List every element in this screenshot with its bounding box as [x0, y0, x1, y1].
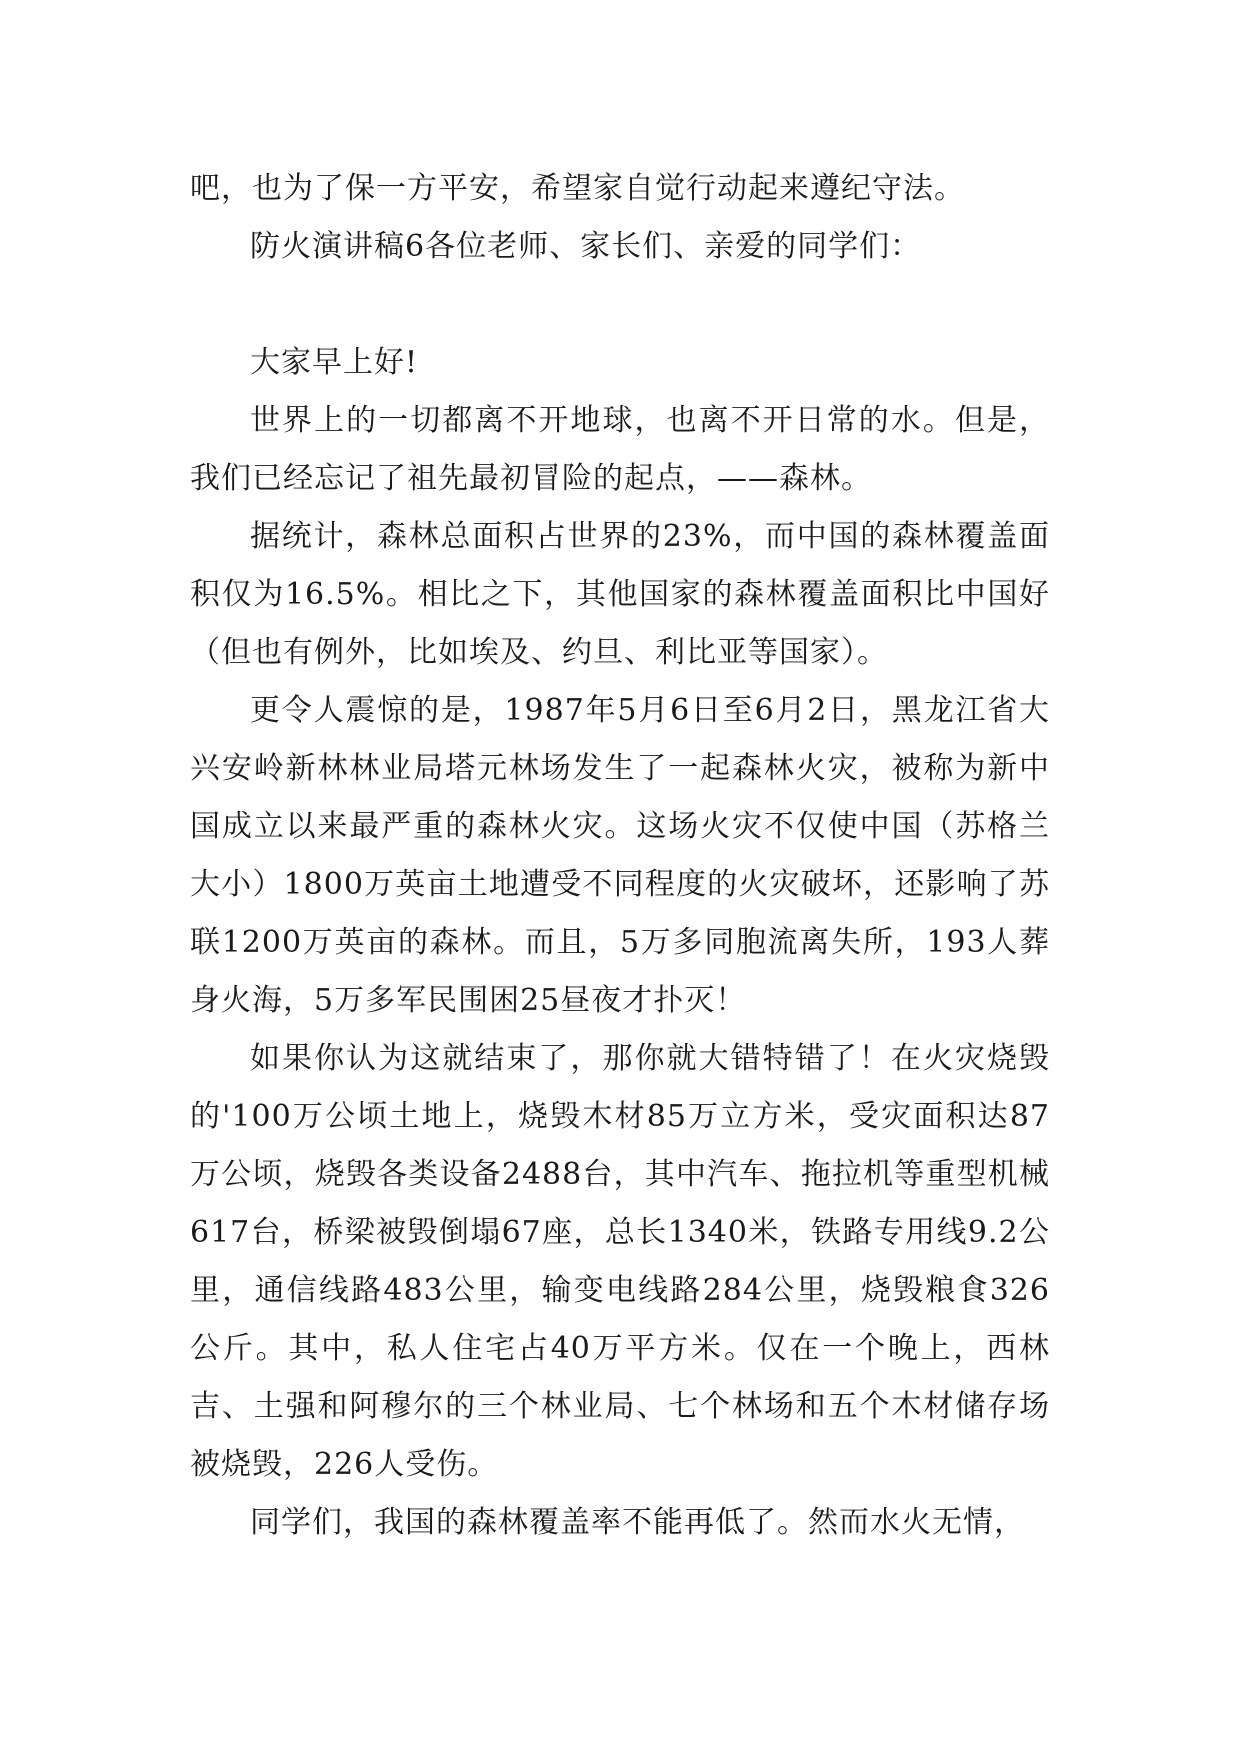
paragraph-closing: 同学们，我国的森林覆盖率不能再低了。然而水火无情，: [250, 1505, 1025, 1540]
paragraph-greeting: 大家早上好!: [250, 345, 419, 380]
paragraph-continuation: 吧，也为了保一方平安，希望家自觉行动起来遵纪守法。: [190, 171, 965, 206]
paragraph-statistics: 据统计，森林总面积占世界的23%，而中国的森林覆盖面积仅为16.5%。相比之下，其他国家的森林覆盖面积比中国好（但也有例外，比如埃及、约旦、利比亚等国家）。: [190, 519, 1050, 670]
paragraph-speech-title: 防火演讲稿6各位老师、家长们、亲爱的同学们：: [250, 229, 922, 264]
document-body: [190, 160, 1050, 1552]
paragraph-fire-losses: 如果你认为这就结束了，那你就大错特错了！在火灾烧毁的'100万公顷土地上，烧毁木材85万立方米，受灾面积达87万公顷，烧毁各类设备2488台，其中汽车、拖拉机等重型机械617台，桥梁被毁倒塌67座，总长1340米，铁路专用线9.2公里，通信线路483公里，输变电线路284公里，烧毁粮食326公斤。其中，私人住宅占40万平方米。仅在一个晚上，西林吉、土强和阿穆尔的三个林业局、七个林场和五个木材储存场被烧毁，226人受伤。: [190, 1041, 1050, 1482]
paragraph-earth-forest: 世界上的一切都离不开地球，也离不开日常的水。但是，我们已经忘记了祖先最初冒险的起点，——森林。: [190, 403, 1050, 496]
paragraph-fire-1987: 更令人震惊的是，1987年5月6日至6月2日，黑龙江省大兴安岭新林林业局塔元林场发生了一起森林火灾，被称为新中国成立以来最严重的森林火灾。这场火灾不仅使中国（苏格兰大小）1800万英亩土地遭受不同程度的火灾破坏，还影响了苏联1200万英亩的森林。而且，5万多同胞流离失所，193人葬身火海，5万多军民围困25昼夜才扑灭！: [190, 693, 1050, 1018]
